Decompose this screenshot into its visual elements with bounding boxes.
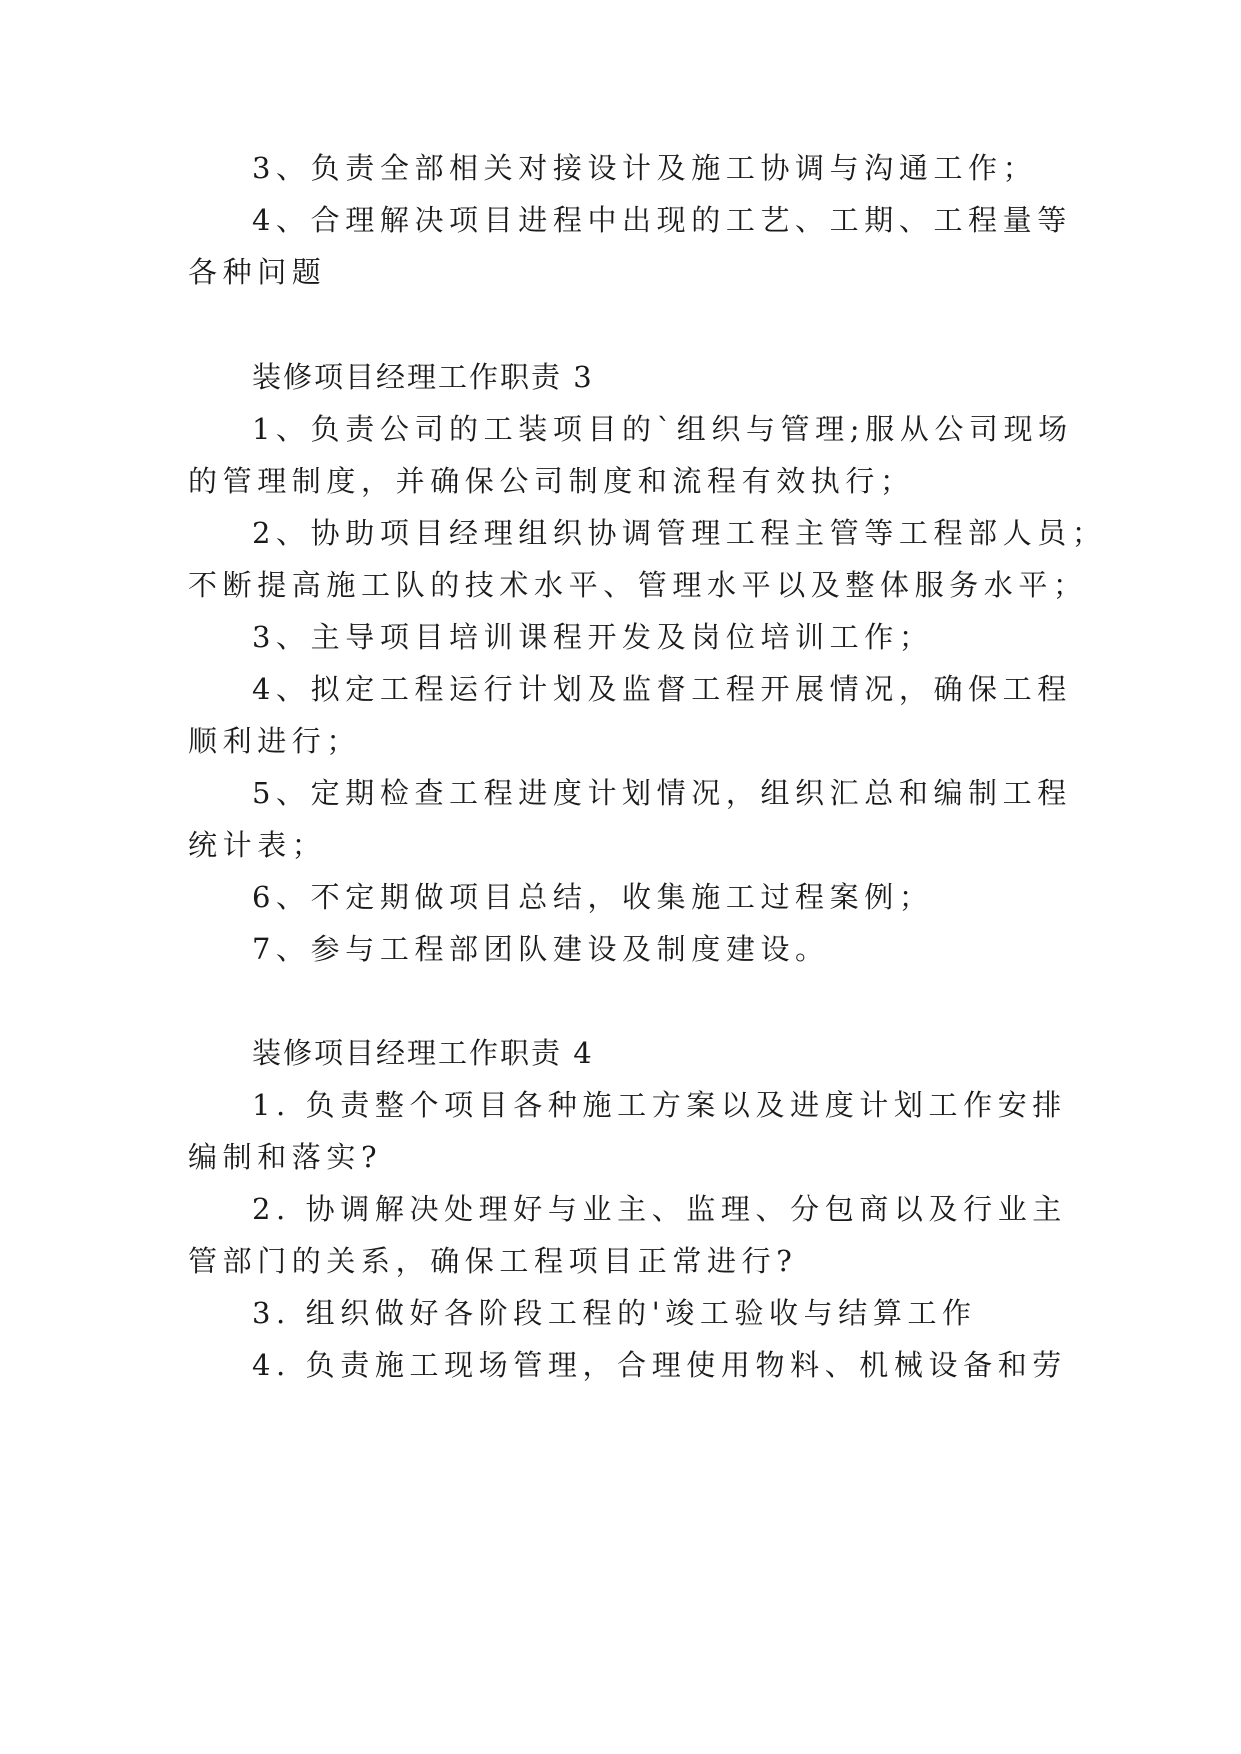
section3-item-6: 6、不定期做项目总结，收集施工过程案例； xyxy=(252,880,934,914)
section4-item-2-cont: 管部门的关系，确保工程项目正常进行? xyxy=(188,1244,798,1278)
section2-item-4-cont: 各种问题 xyxy=(188,255,327,289)
section3-item-4: 4、拟定工程运行计划及监督工程开展情况，确保工程 xyxy=(252,672,1072,706)
section2-item-4: 4、合理解决项目进程中出现的工艺、工期、工程量等 xyxy=(252,203,1072,237)
section3-item-2: 2、协助项目经理组织协调管理工程主管等工程部人员； xyxy=(252,516,1107,550)
section3-item-7: 7、参与工程部团队建设及制度建设。 xyxy=(252,932,830,966)
section2-item-3: 3、负责全部相关对接设计及施工协调与沟通工作； xyxy=(252,151,1038,185)
section3-item-4-cont: 顺利进行； xyxy=(188,724,362,758)
section4-item-2: 2. 协调解决处理好与业主、监理、分包商以及行业主 xyxy=(252,1192,1067,1226)
section4-item-1: 1. 负责整个项目各种施工方案以及进度计划工作安排 xyxy=(252,1088,1067,1122)
section4-item-4: 4. 负责施工现场管理，合理使用物料、机械设备和劳 xyxy=(252,1348,1067,1382)
section3-item-2-cont: 不断提高施工队的技术水平、管理水平以及整体服务水平； xyxy=(188,568,1088,602)
section3-item-1-cont: 的管理制度，并确保公司制度和流程有效执行； xyxy=(188,464,915,498)
section4-item-1-cont: 编制和落实? xyxy=(188,1140,383,1174)
section3-item-3: 3、主导项目培训课程开发及岗位培训工作； xyxy=(252,620,934,654)
section3-item-1: 1、负责公司的工装项目的`组织与管理;服从公司现场 xyxy=(252,412,1073,446)
section3-item-5: 5、定期检查工程进度计划情况，组织汇总和编制工程 xyxy=(252,776,1072,810)
section4-item-3: 3. 组织做好各阶段工程的'竣工验收与结算工作 xyxy=(252,1296,977,1330)
section-heading-3: 装修项目经理工作职责 3 xyxy=(252,360,594,394)
section3-item-5-cont: 统计表； xyxy=(188,828,327,862)
section-heading-4: 装修项目经理工作职责 4 xyxy=(252,1036,594,1070)
